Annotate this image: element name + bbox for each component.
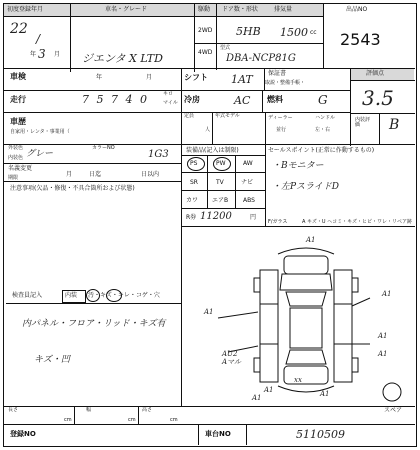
equip-pw-circled [213,157,231,171]
displacement-value: 1500 [280,26,308,39]
model-label: 型式 [220,45,231,51]
warranty-label: 保証書 [268,70,287,77]
chassis-no-value: 5110509 [296,428,345,441]
reg-year-unit: 年 [30,51,37,58]
deadline-month-unit: 月 [66,171,73,178]
interior-eval-label: 内装評価 [355,117,371,128]
shift-label: シフト [184,73,208,82]
damage-mark-rear: A1 [320,390,330,398]
4wd-label: 4WD [198,49,213,56]
km-label: キロ [163,91,174,97]
inspector-note-1: 内パネル・フロア・リッド・キズ有 [22,319,166,329]
equip-airbag: エアB [212,197,229,204]
score-value: 3.5 [362,86,394,110]
length-label: 長さ [8,407,19,413]
aircon-value: AC [234,94,251,107]
left-right-label: 左・右 [315,127,331,133]
damage-legend: A キズ・U ヘコミ・キズ・ヒビ・ワレ・リペア跡 [302,219,412,225]
deadline-label: 期限 [8,175,19,181]
first-registration-label: 初度登録年月 [7,6,44,13]
width-unit: cm [128,417,136,423]
glass-label: F/ガラス [268,219,288,225]
aircon-label: 冷房 [184,95,200,104]
equip-ps-circled [187,157,205,171]
mark-dirty-circled [86,289,100,302]
inspection-year-unit: 年 [96,74,103,81]
fuel-label: 燃料 [267,95,283,104]
chassis-no-label: 車台NO [205,430,231,438]
dealer-label: ディーラー [268,115,293,121]
recycle-label: R券 [186,214,197,221]
mileage-label: 走行 [10,95,26,104]
imported-label: 並行 [276,127,287,133]
drive-label: 駆動 [198,6,211,13]
recycle-yen: 円 [250,214,257,221]
inspection-month-unit: 月 [146,74,153,81]
fuel-value: G [318,93,328,107]
equip-leather: カワ [186,197,199,204]
equip-pw: PW [216,160,226,167]
damage-mark-rear-bumper: A1 [264,386,274,394]
damage-mark-right-mid: A1 [378,332,388,340]
mark-scratch-circled [106,289,122,302]
height-label: 高さ [142,407,153,413]
model-code-value: DBA-NCP81G [226,53,296,64]
inspection-label: 車検 [10,72,26,81]
damage-mark-rear-left: A1 [252,394,262,402]
interior-opts-label: 内装 [65,292,78,299]
auction-inspection-sheet: 初度登録年月 車名・グレード 駆動 ドア数・形状 排気量 出品NO 22 / 3 年 月 ジエンタ X LTD 2WD 4WD 5HB 1500 cc 型式 DBA-NCP81G 2543 車検 年 月 シフト 1AT 保証書 取説・整備手帳・ 評価点 3.5 走行 7 5 7 4 0 キロ マイル 冷房 AC 燃料 G 定員 人 年式モデル ディーラー ハンドル 並行 左・右 内装評価 B 車歴 自家用・レンタ・事業用（ 外装色 グレー カラーNO 1G3 内装色 名義変更 期限 月 日迄 日以内 注意事項(欠品・修復・不具合箇所および状態) 装備品(記入は制限) PS PW AW SR TV ナビ カワ エアB ABS R券 11200 円 セールスポイント(正常に作動するもの) ・Bモニター ・左PスライドD F/ガラス A キズ・U ヘコミ・キズ・ヒビ・ワレ・リペア跡 検査員記入 内装 汚・キズ・キレ・コゲ・穴 内パネル・フロア・リッド・キズ有 キズ・凹 A1 A1 A1 A1 A1 A1 A1 AU2 Aマル A1 xx スペア 長さ cm 幅 cm 高さ cm 登録NO 車台NO 5110509 [0,0,420,450]
equip-ps: PS [190,160,198,167]
inspector-note-2: キズ・凹 [34,355,70,365]
equip-sr: SR [190,179,198,186]
shift-value: 1AT [231,73,253,86]
car-name-value: ジエンタ X LTD [82,52,163,65]
length-unit: cm [64,417,72,423]
height-unit: cm [170,417,178,423]
within-days: 日以内 [141,171,160,178]
lot-no-label: 出品NO [346,6,368,13]
damage-mark-right-rear: A1 [378,350,388,358]
notes-label: 注意事項(欠品・修復・不具合箇所および状態) [10,185,135,192]
width-label: 幅 [86,407,92,413]
interior-color-label: 内装色 [8,155,24,161]
evaluation-label: 評価点 [366,70,385,77]
exterior-color-label: 外装色 [8,145,24,151]
damage-mark-left-rear: AU2 [222,350,238,358]
2wd-label: 2WD [198,27,213,34]
reg-month-value: 3 [38,47,46,61]
equip-aw: AW [243,160,253,167]
color-no-label: カラーNO [92,145,115,151]
damage-mark-left-front: A1 [204,308,214,316]
reg-year-value: 22 [10,21,28,37]
previous-model-label: 年式モデル [215,113,240,119]
mile-label: マイル [163,100,178,106]
damage-mark-right-front: A1 [382,290,392,298]
history-label: 車歴 [10,117,26,126]
recycle-value: 11200 [200,211,232,222]
doors-shape-label: ドア数・形状 [222,6,258,13]
capacity-unit: 人 [205,127,211,133]
displacement-unit: cc [310,29,317,36]
sales-point-1: ・Bモニター [272,161,324,171]
interior-grade-value: B [389,117,400,133]
equip-abs: ABS [243,197,255,204]
damage-mark-xx: xx [294,376,302,384]
equip-tv: TV [216,179,224,186]
name-change-label: 名義変更 [8,165,33,172]
handle-label: ハンドル [315,115,336,121]
damage-mark-left-rear-note: Aマル [222,358,242,366]
car-damage-diagram [200,232,412,404]
exterior-color-value: グレー [26,149,54,159]
interior-marks-label: 汚・キズ・キレ・コゲ・穴 [88,292,160,299]
damage-mark-front: A1 [306,236,316,244]
capacity-label: 定員 [184,113,195,119]
day-note: 日迄 [89,171,102,178]
doors-shape-value: 5HB [236,25,261,38]
reg-month-unit: 月 [54,51,61,58]
equip-navi: ナビ [241,179,254,186]
reg-no-label: 登録NO [10,430,36,438]
lot-no-value: 2543 [340,30,381,49]
inspector-label: 検査員記入 [12,292,43,299]
warranty-sub-label: 取説・整備手帳・ [265,80,306,86]
car-name-grade-label: 車名・グレード [105,6,148,13]
spare-label: スペア [384,407,403,414]
sales-point-2: ・左PスライドD [272,182,340,192]
equipment-label: 装備品(記入は制限) [186,147,239,154]
sales-points-label: セールスポイント(正常に作動するもの) [268,147,375,154]
mileage-value: 7 5 7 4 0 [82,93,149,106]
displacement-label: 排気量 [274,6,293,13]
history-sub-label: 自家用・レンタ・事業用（ [10,129,70,135]
color-no-value: 1G3 [148,149,169,160]
